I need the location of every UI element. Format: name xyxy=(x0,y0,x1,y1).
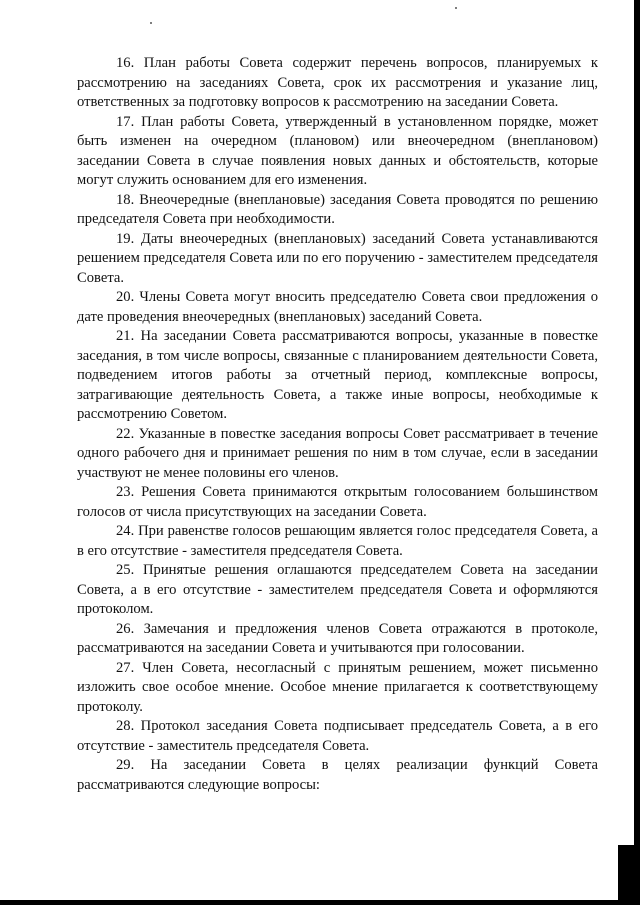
paragraph-18: 18. Внеочередные (внеплановые) заседания Совета проводятся по решению председателя Совета при необходимости. xyxy=(77,191,598,227)
scan-edge-corner xyxy=(618,845,640,905)
paragraph-22: 22. Указанные в повестке заседания вопросы Совет рассматривает в течение одного рабочего дня и принимает решения по ним в том случае, если в заседании участвуют не менее половины его членов. xyxy=(77,425,598,481)
paragraph-26: 26. Замечания и предложения членов Совета отражаются в протоколе, рассматриваются на заседании Совета и учитываются при голосовании. xyxy=(77,620,598,656)
paragraph-27: 27. Член Совета, несогласный с принятым решением, может письменно изложить свое особое мнение. Особое мнение прилагается к соответствующему протоколу. xyxy=(77,659,598,715)
scan-speck xyxy=(455,7,457,9)
paragraph-28: 28. Протокол заседания Совета подписывает председатель Совета, а в его отсутствие - заместитель председателя Совета. xyxy=(77,718,598,754)
document-body xyxy=(77,54,598,795)
scan-edge-right xyxy=(634,0,640,905)
paragraph-23: 23. Решения Совета принимаются открытым голосованием большинством голосов от числа присутствующих на заседании Совета. xyxy=(77,484,598,520)
paragraph-29: 29. На заседании Совета в целях реализации функций Совета рассматриваются следующие вопросы: xyxy=(77,757,598,793)
scan-edge-bottom xyxy=(0,900,640,905)
paragraph-24: 24. При равенстве голосов решающим является голос председателя Совета, а в его отсутствие - заместителя председателя Совета. xyxy=(77,523,598,559)
scan-speck xyxy=(150,22,152,24)
paragraph-21: 21. На заседании Совета рассматриваются вопросы, указанные в повестке заседания, в том числе вопросы, связанные с планированием деятельности Совета, подведением итогов работы за отчетный период, комплексные вопросы, затрагивающие деятельность Совета, а также иные вопросы, необходимые к рассмотрению Советом. xyxy=(77,328,598,422)
paragraph-16: 16. План работы Совета содержит перечень вопросов, планируемых к рассмотрению на заседаниях Совета, срок их рассмотрения и указание лиц, ответственных за подготовку вопросов к рассмотрению на заседании Совета. xyxy=(77,55,598,110)
paragraph-19: 19. Даты внеочередных (внеплановых) заседаний Совета устанавливаются решением председателя Совета или по его поручению - заместителем председателя Совета. xyxy=(77,230,598,286)
paragraph-25: 25. Принятые решения оглашаются председателем Совета на заседании Совета, а в его отсутствие - заместителем председателя Совета и оформляются протоколом. xyxy=(77,562,598,617)
paragraph-20: 20. Члены Совета могут вносить председателю Совета свои предложения о дате проведения внеочередных (внеплановых) заседаний Совета. xyxy=(77,289,598,325)
paragraph-17: 17. План работы Совета, утвержденный в установленном порядке, может быть изменен на очередном (плановом) или внеочередном (внеплановом) заседании Совета в случае появления новых данных и обстоятельств, которые могут служить основанием для его изменения. xyxy=(77,113,598,188)
